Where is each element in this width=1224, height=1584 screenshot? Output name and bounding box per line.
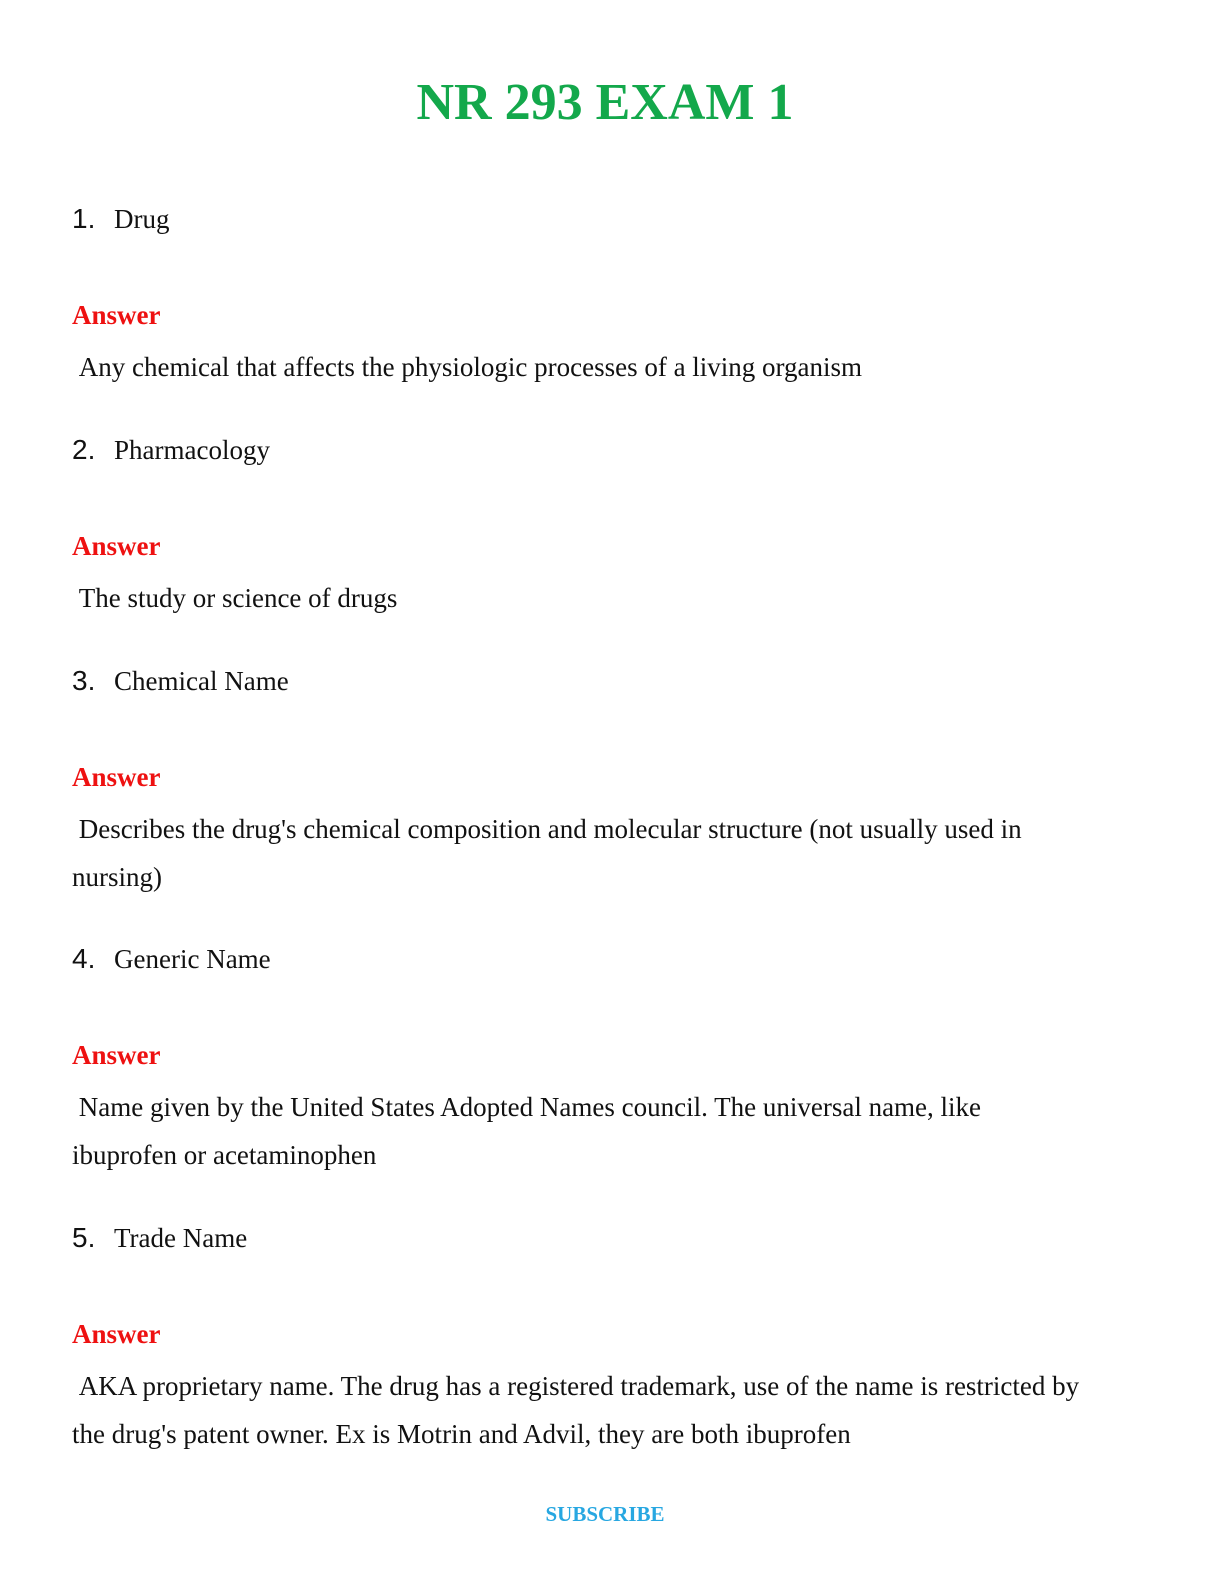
question-number: 4. (72, 943, 96, 974)
question (72, 943, 271, 983)
answer-text: Describes the drug's chemical composition and molecular structure (not usually used in nursing) (72, 814, 1022, 892)
answer-text: The study or science of drugs (72, 583, 398, 613)
question-number: 2. (72, 434, 96, 465)
answer-label: Answer (72, 300, 161, 330)
question-term: Drug (114, 204, 170, 234)
question-term: Trade Name (114, 1223, 248, 1253)
question-number: 5. (72, 1222, 96, 1253)
page-title: NR 293 EXAM 1 (416, 74, 794, 131)
answer-label: Answer (72, 762, 161, 792)
subscribe-link[interactable]: SUBSCRIBE (545, 1502, 665, 1526)
question (72, 665, 289, 705)
question-term: Pharmacology (114, 435, 270, 465)
question-term: Generic Name (114, 944, 271, 974)
question (72, 203, 170, 243)
question-number: 1. (72, 203, 96, 234)
question-number: 3. (72, 665, 96, 696)
question (72, 1222, 247, 1262)
answer-text: AKA proprietary name. The drug has a registered trademark, use of the name is restricted by the drug's patent owner. Ex is Motrin and Advil, they are both ibuprofen (72, 1371, 1080, 1449)
answer-text: Name given by the United States Adopted Names council. The universal name, like ibuprofen or acetaminophen (72, 1092, 982, 1170)
answer-label: Answer (72, 531, 161, 561)
answer-label: Answer (72, 1319, 161, 1349)
answer-text: Any chemical that affects the physiologic processes of a living organism (72, 352, 863, 382)
answer-label: Answer (72, 1040, 161, 1070)
question (72, 434, 270, 474)
question-term: Chemical Name (114, 666, 289, 696)
